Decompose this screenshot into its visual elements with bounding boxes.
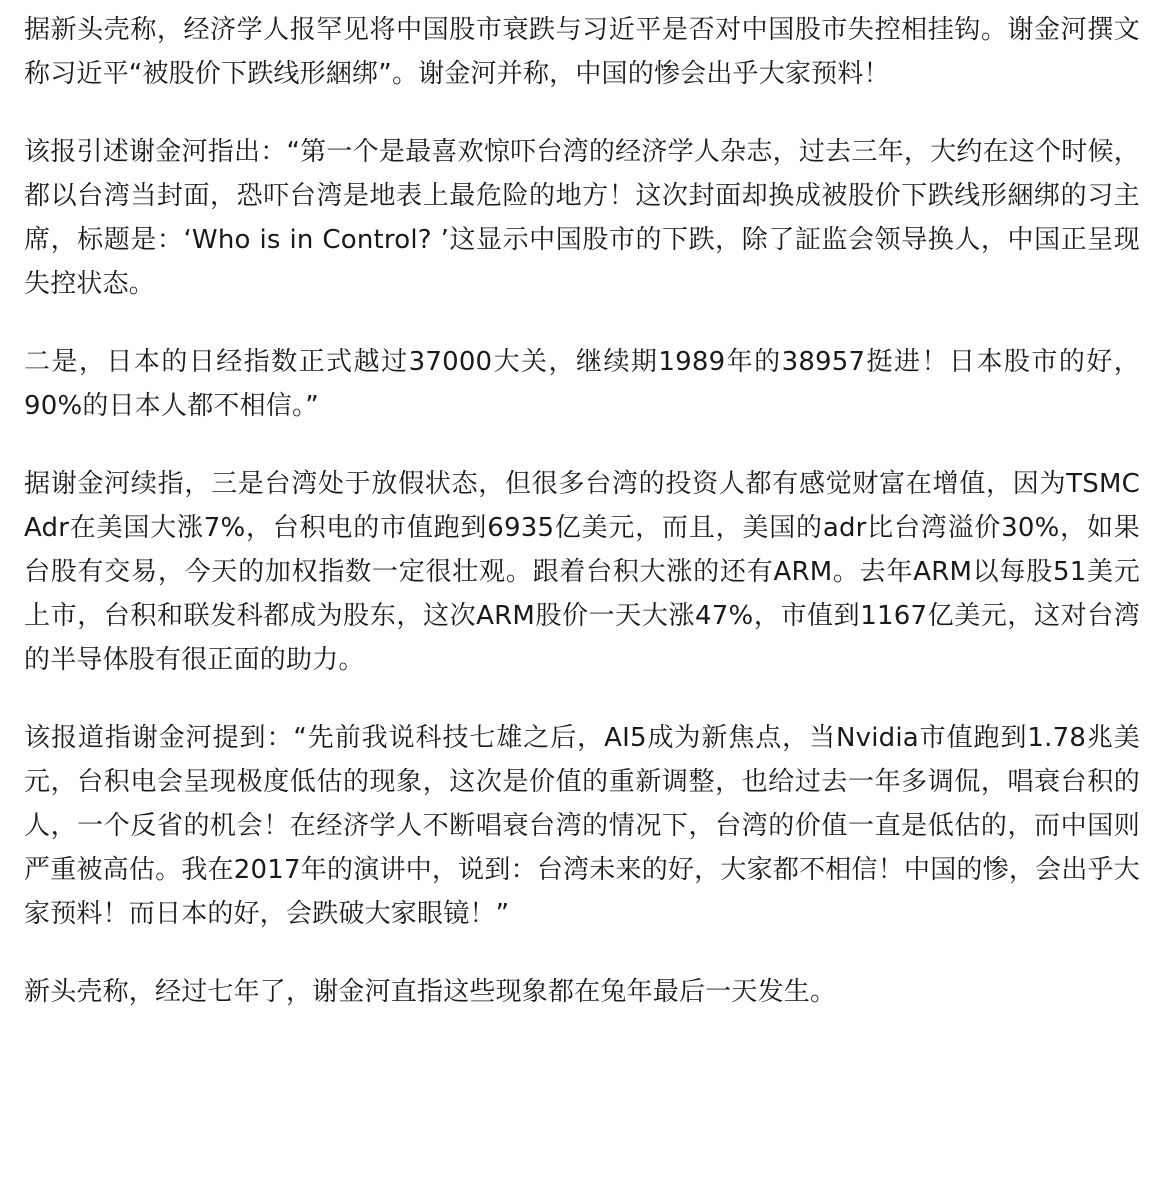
paragraph-6: 新头壳称，经过七年了，谢金河直指这些现象都在兔年最后一天发生。	[24, 977, 837, 1007]
paragraph-3: 二是，日本的日经指数正式越过37000大关，继续期1989年的38957挺进！日本股市的好，90%的日本人都不相信。”	[24, 347, 1140, 421]
paragraph-1: 据新头壳称，经济学人报罕见将中国股市衰跌与习近平是否对中国股市失控相挂钩。谢金河撰文称习近平“被股价下跌线形綑绑”。谢金河并称，中国的惨会出乎大家预料！	[24, 15, 1140, 89]
paragraph-5: 该报道指谢金河提到：“先前我说科技七雄之后，AI5成为新焦点，当Nvidia市值跑到1.78兆美元，台积电会呈现极度低估的现象，这次是价值的重新调整，也给过去一年多调侃，唱衰台积的人，一个反省的机会！在经济学人不断唱衰台湾的情况下，台湾的价值一直是低估的，而中国则严重被高估。我在2017年的演讲中，说到：台湾未来的好，大家都不相信！中国的惨，会出乎大家预料！而日本的好，会跌破大家眼镜！”	[24, 723, 1140, 929]
paragraph-4: 据谢金河续指，三是台湾处于放假状态，但很多台湾的投资人都有感觉财富在增值，因为TSMC Adr在美国大涨7%，台积电的市值跑到6935亿美元，而且，美国的adr比台湾溢价30%，如果台股有交易，今天的加权指数一定很壮观。跟着台积大涨的还有ARM。去年ARM以每股51美元上市，台积和联发科都成为股东，这次ARM股价一天大涨47%，市值到1167亿美元，这对台湾的半导体股有很正面的助力。	[24, 469, 1140, 675]
paragraph-2: 该报引述谢金河指出：“第一个是最喜欢惊吓台湾的经济学人杂志，过去三年，大约在这个时候，都以台湾当封面，恐吓台湾是地表上最危险的地方！这次封面却换成被股价下跌线形綑绑的习主席，标题是：‘Who is in Control? ’这显示中国股市的下跌，除了証监会领导换人，中国正呈现失控状态。	[24, 137, 1140, 299]
